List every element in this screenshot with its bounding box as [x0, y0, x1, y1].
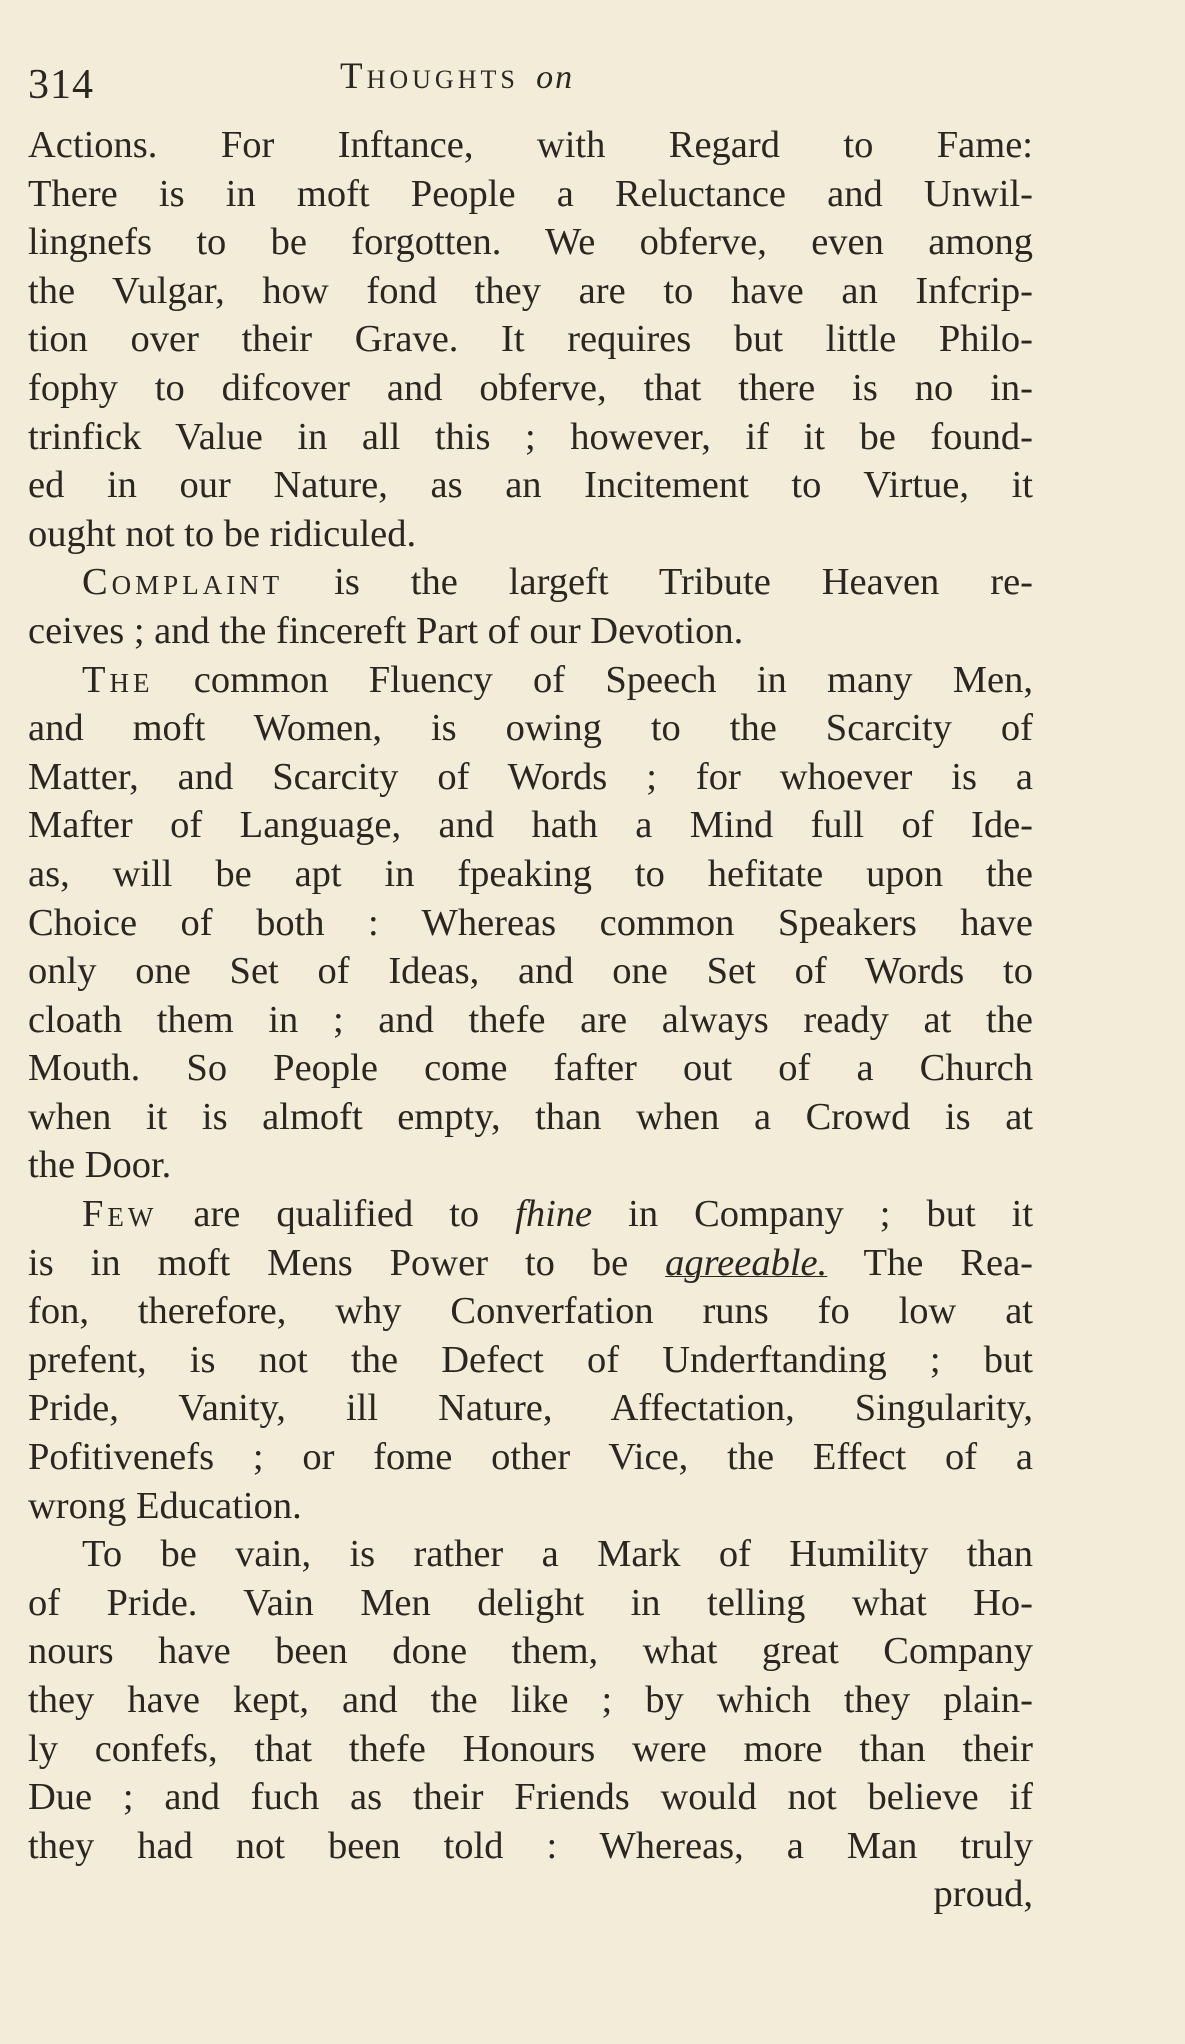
text-line: they had not been told : Whereas, a Man truly: [28, 1824, 1033, 1867]
text-line: trinfick Value in all this ; however, if it be found-: [28, 415, 1033, 458]
running-head: [340, 55, 574, 98]
text-fragment: is in moft Mens Power to be: [28, 1241, 629, 1284]
text-line: ceives ; and the fincereft Part of our Devotion.: [28, 609, 744, 652]
catchword: proud,: [933, 1873, 1033, 1916]
running-head-main: Thoughts: [340, 56, 519, 97]
italic-word: fhine: [515, 1193, 593, 1236]
book-page: [28, 55, 1033, 1919]
paragraph-lead-word: Few: [82, 1193, 158, 1236]
page-number: 314: [28, 62, 94, 108]
body-text: [28, 121, 1033, 1919]
text-line: Mafter of Language, and hath a Mind full of Ide-: [28, 804, 1033, 847]
text-line: of Pride. Vain Men delight in telling what Ho-: [28, 1581, 1033, 1624]
text-line: fophy to difcover and obferve, that there is no in-: [28, 366, 1033, 409]
text-line: There is in moft People a Reluctance and Unwil-: [28, 172, 1033, 215]
text-line: as, will be apt in fpeaking to hefitate upon the: [28, 852, 1033, 895]
paragraph-start-line: [28, 558, 1033, 607]
paragraph-start-line: To be vain, is rather a Mark of Humility than: [82, 1533, 1033, 1576]
text-line: Choice of both : Whereas common Speakers have: [28, 901, 1033, 944]
text-line: they have kept, and the like ; by which they plain-: [28, 1679, 1033, 1721]
text-fragment: is the largeft Tribute Heaven re-: [334, 561, 1033, 604]
text-line: the Door.: [28, 1144, 172, 1187]
text-line: prefent, is not the Defect of Underftanding ; but: [28, 1338, 1033, 1381]
text-line: nours have been done them, what great Company: [28, 1630, 1033, 1673]
paragraph-lead-word: Complaint: [82, 561, 284, 604]
running-head-on: on: [536, 59, 575, 96]
text-fragment: The Rea-: [863, 1241, 1033, 1284]
text-line: Matter, and Scarcity of Words ; for whoever is a: [28, 755, 1033, 798]
text-line: Mouth. So People come fafter out of a Church: [28, 1047, 1033, 1090]
text-line: Pride, Vanity, ill Nature, Affectation, Singularity,: [28, 1387, 1033, 1430]
text-line: wrong Education.: [28, 1484, 302, 1527]
text-line: and moft Women, is owing to the Scarcity of: [28, 707, 1033, 750]
page-header: [28, 55, 1033, 121]
text-line: [28, 1239, 1033, 1288]
italic-word: agreeable.: [665, 1241, 828, 1284]
text-fragment: are qualified to: [193, 1193, 480, 1236]
text-line: the Vulgar, how fond they are to have an Infcrip-: [28, 269, 1033, 312]
paragraph-start-line: [28, 656, 1033, 705]
paragraph-lead-word: The: [82, 658, 154, 701]
text-line: tion over their Grave. It requires but little Philo-: [28, 318, 1033, 361]
text-line: ly confefs, that thefe Honours were more than their: [28, 1727, 1033, 1770]
text-line: Actions. For Inftance, with Regard to Fame:: [28, 124, 1033, 166]
text-line: when it is almoft empty, than when a Crowd is at: [28, 1095, 1033, 1138]
text-line: only one Set of Ideas, and one Set of Words to: [28, 950, 1033, 993]
text-fragment: in Company ; but it: [628, 1193, 1033, 1236]
text-fragment: common Fluency of Speech in many Men,: [193, 658, 1033, 701]
text-line: cloath them in ; and thefe are always ready at the: [28, 998, 1033, 1041]
text-line: Due ; and fuch as their Friends would not believe if: [28, 1776, 1033, 1819]
paragraph-start-line: [28, 1190, 1033, 1239]
text-line: lingnefs to be forgotten. We obferve, even among: [28, 221, 1033, 264]
text-line: ed in our Nature, as an Incitement to Virtue, it: [28, 464, 1033, 507]
text-line: fon, therefore, why Converfation runs fo low at: [28, 1290, 1033, 1333]
text-line: Pofitivenefs ; or fome other Vice, the Effect of a: [28, 1436, 1033, 1479]
text-line: ought not to be ridiculed.: [28, 512, 417, 555]
